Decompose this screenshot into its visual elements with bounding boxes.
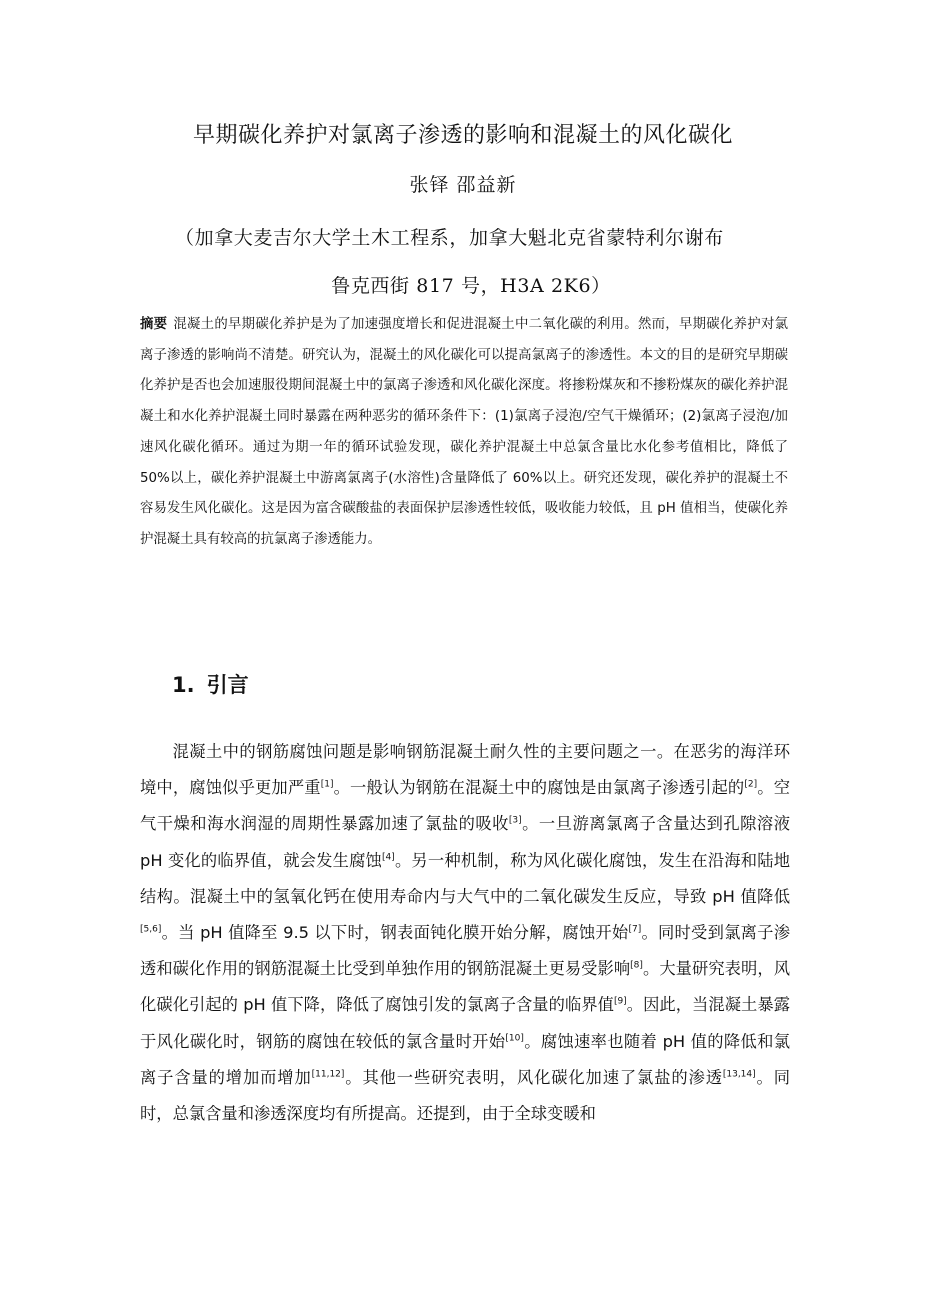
sentence: 。当 pH 值降至 9.5 以下时，钢表面钝化膜开始分解，腐蚀开始	[161, 923, 629, 943]
sentence: 。空气干燥和海水润湿的周期性暴露加速了氯盐的吸收	[140, 778, 790, 834]
sentence: 。其他一些研究表明，风化碳化加速了氯盐的渗透	[344, 1067, 723, 1087]
paper-title: 早期碳化养护对氯离子渗透的影响和混凝土的风化碳化	[192, 123, 733, 148]
sentence: 。另一种机制，称为风化碳化腐蚀，发生在沿海和陆地结构。混凝土中的氢氧化钙在使用寿命内与大气中的二氧化碳发生反应，导致 pH 值降低	[140, 850, 790, 906]
section-heading	[172, 668, 249, 702]
citation: [5,6]	[140, 924, 162, 935]
citation: [10]	[505, 1033, 524, 1044]
affiliation-line-1: （加拿大麦吉尔大学土木工程系，加拿大魁北克省蒙特利尔谢布	[175, 227, 724, 249]
sentence: 。因此，当混凝土暴露于风化碳化时，钢筋的腐蚀在较低的氯含量时开始	[140, 995, 790, 1051]
sentence: 。同时，总氯含量和渗透深度均有所提高。还提到，由于全球变暖和	[140, 1067, 790, 1124]
sentence: 。同时受到氯离子渗透和碳化作用的钢筋混凝土比受到单独作用的钢筋混凝土更易受影响	[140, 923, 790, 979]
citation: [13,14]	[722, 1069, 756, 1080]
citation: [2]	[744, 779, 758, 790]
section-number: 1.	[172, 673, 195, 697]
citation: [3]	[508, 815, 522, 826]
affiliation	[175, 214, 795, 310]
citation: [7]	[628, 924, 642, 935]
citation: [1]	[320, 779, 334, 790]
abstract-label: 摘要	[140, 317, 168, 332]
citation: [8]	[630, 960, 643, 971]
abstract	[140, 310, 788, 556]
sentence: 混凝土中的钢筋腐蚀问题是影响钢筋混凝土耐久性的主要问题之一。在恶劣的海洋环境中，腐蚀似乎更加严重	[140, 742, 790, 798]
sentence: 。大量研究表明，风化碳化引起的 pH 值下降，降低了腐蚀引发的氯离子含量的临界值	[140, 959, 790, 1015]
sentence: 。一旦游离氯离子含量达到孔隙溶液 pH 变化的临界值，就会发生腐蚀	[140, 814, 790, 870]
citation: [9]	[613, 997, 627, 1007]
abstract-text: 混凝土的早期碳化养护是为了加速强度增长和促进混凝土中二氧化碳的利用。然而，早期碳化养护对氯离子渗透的影响尚不清楚。研究认为，混凝土的风化碳化可以提高氯离子的渗透性。本文的目的是研究早期碳化养护是否也会加速服役期间混凝土中的氯离子渗透和风化碳化深度。将掺粉煤灰和不掺粉煤灰的碳化养护混凝土和水化养护混凝土同时暴露在两种恶劣的循环条件下：(1)氯离子浸泡/空气干燥循环；(2)氯离子浸泡/加速风化碳化循环。通过为期一年的循环试验发现，碳化养护混凝土中总氯含量比水化参考值相比，降低了 50%以上，碳化养护混凝土中游离氯离子(水溶性)含量降低了 60%以上。研究还发现，碳化养护的混凝土不容易发生风化碳化。这是因为富含碳酸盐的表面保护层渗透性较低，吸收能力较低，且 pH 值相当，使碳化养护混凝土具有较高的抗氯离子渗透能力。	[140, 317, 789, 547]
citation: [4]	[382, 852, 395, 863]
section-title: 引言	[206, 673, 249, 697]
body-paragraph	[140, 734, 790, 1132]
authors: 张铎 邵益新	[409, 174, 517, 196]
sentence: 。腐蚀速率也随着 pH 值的降低和氯离子含量的增加而增加	[140, 1031, 790, 1087]
citation: [11,12]	[311, 1069, 345, 1080]
sentence: 。一般认为钢筋在混凝土中的腐蚀是由氯离子渗透引起的	[333, 778, 745, 798]
affiliation-line-2: 鲁克西街 817 号，H3A 2K6）	[331, 275, 611, 297]
